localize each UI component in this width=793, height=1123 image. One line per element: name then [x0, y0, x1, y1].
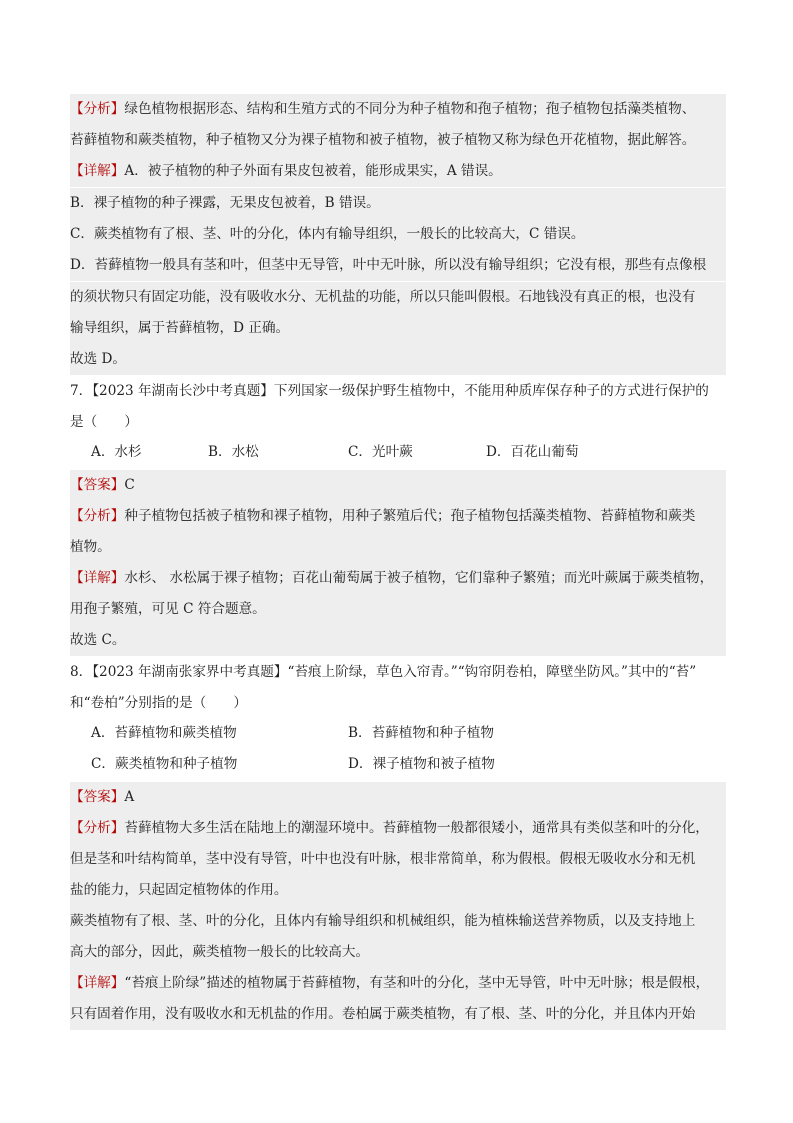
detail-tag: 【详解】 — [70, 570, 125, 586]
detail-tag: 【详解】 — [70, 975, 125, 991]
analysis-line: 【分析】种子植物包括被子植物和裸子植物，用种子繁殖后代；孢子植物包括藻类植物、苔藓植物和蕨类 — [70, 501, 726, 532]
analysis-line: 【分析】苔藓植物大多生活在陆地上的潮湿环境中。苔藓植物一般都很矮小，通常具有类似茎和叶的分化， — [70, 813, 726, 844]
option-c: C．蕨类植物和种子植物 — [91, 756, 238, 772]
detail-line: 【详解】水杉、 水松属于裸子植物；百花山葡萄属于被子植物，它们靠种子繁殖；而光叶蕨属于蕨类植物， — [70, 563, 726, 594]
question-7-stem: 是（ ） — [70, 414, 138, 430]
detail-line: 只有固着作用，没有吸收水和无机盐的作用。卷柏属于蕨类植物，有了根、茎、叶的分化，并且体内开始 — [70, 999, 726, 1030]
detail-line: 用孢子繁殖，可见 C 符合题意。 — [70, 594, 726, 625]
detail-line: B．裸子植物的种子裸露，无果皮包被着，B 错误。 — [70, 188, 726, 219]
detail-line: 【详解】“苔痕上阶绿”描述的植物属于苔藓植物，有茎和叶的分化，茎中无导管，叶中无叶脉；根是假根， — [70, 968, 726, 999]
detail-line: 【详解】A．被子植物的种子外面有果皮包被着，能形成果实，A 错误。 — [70, 156, 726, 187]
analysis-line: 蕨类植物有了根、茎、叶的分化，且体内有输导组织和机械组织，能为植株输送营养物质，以及支持地上 — [70, 906, 726, 937]
option-b: B．苔藓植物和种子植物 — [348, 725, 494, 741]
analysis-line: 苔藓植物和蕨类植物，种子植物又分为裸子植物和被子植物，被子植物又称为绿色开花植物，据此解答。 — [70, 125, 726, 156]
option-c: C．光叶蕨 — [348, 444, 413, 460]
question-source: 【2023 年湖南张家界中考真题】 — [92, 664, 288, 680]
analysis-line: 但是茎和叶结构简单，茎中没有导管，叶中也没有叶脉，根非常简单，称为假根。假根无吸收水分和无机 — [70, 844, 726, 875]
option-a: A．苔藓植物和蕨类植物 — [91, 725, 237, 741]
option-d: D．裸子植物和被子植物 — [348, 756, 495, 772]
question-8-stem: 8．【2023 年湖南张家界中考真题】“苔痕上阶绿，草色入帘青。”“钩帘阴卷柏，障壁坐防风。”其中的“苔” — [70, 664, 697, 680]
analysis-tag: 【分析】 — [70, 820, 125, 836]
detail-line: C．蕨类植物有了根、茎、叶的分化，体内有输导组织，一般长的比较高大，C 错误。 — [70, 219, 726, 250]
analysis-tag: 【分析】 — [70, 508, 125, 524]
analysis-line: 植物。 — [70, 532, 726, 563]
conclusion-line: 故选 D。 — [70, 344, 726, 375]
conclusion-line: 故选 C。 — [70, 625, 726, 656]
question-7-stem: 7．【2023 年湖南长沙中考真题】下列国家一级保护野生植物中，不能用种质库保存种子的方式进行保护的 — [70, 383, 709, 399]
question-source: 【2023 年湖南长沙中考真题】 — [92, 383, 274, 399]
analysis-line: 盐的能力，只起固定植物体的作用。 — [70, 875, 726, 906]
answer-tag: 【答案】 — [70, 477, 125, 493]
answer-line: 【答案】A — [70, 782, 726, 813]
analysis-tag: 【分析】 — [70, 101, 125, 117]
detail-line: D．苔藓植物一般具有茎和叶，但茎中无导管，叶中无叶脉，所以没有输导组织；它没有根，那些有点像根 — [70, 250, 726, 281]
option-b: B．水松 — [208, 444, 259, 460]
detail-line: 的须状物只有固定功能，没有吸收水分、无机盐的功能，所以只能叫假根。石地钱没有真正的根，也没有 — [70, 282, 726, 313]
analysis-line: 【分析】绿色植物根据形态、结构和生殖方式的不同分为种子植物和孢子植物；孢子植物包括藻类植物、 — [70, 94, 726, 125]
detail-line: 输导组织，属于苔藓植物，D 正确。 — [70, 313, 726, 344]
option-a: A．水杉 — [91, 444, 142, 460]
answer-line: 【答案】C — [70, 470, 726, 501]
question-8-stem: 和“卷柏”分别指的是（ ） — [70, 695, 248, 711]
analysis-line: 高大的部分，因此，蕨类植物一般长的比较高大。 — [70, 937, 726, 968]
answer-tag: 【答案】 — [70, 789, 125, 805]
option-d: D．百花山葡萄 — [486, 444, 579, 460]
detail-tag: 【详解】 — [70, 163, 125, 179]
